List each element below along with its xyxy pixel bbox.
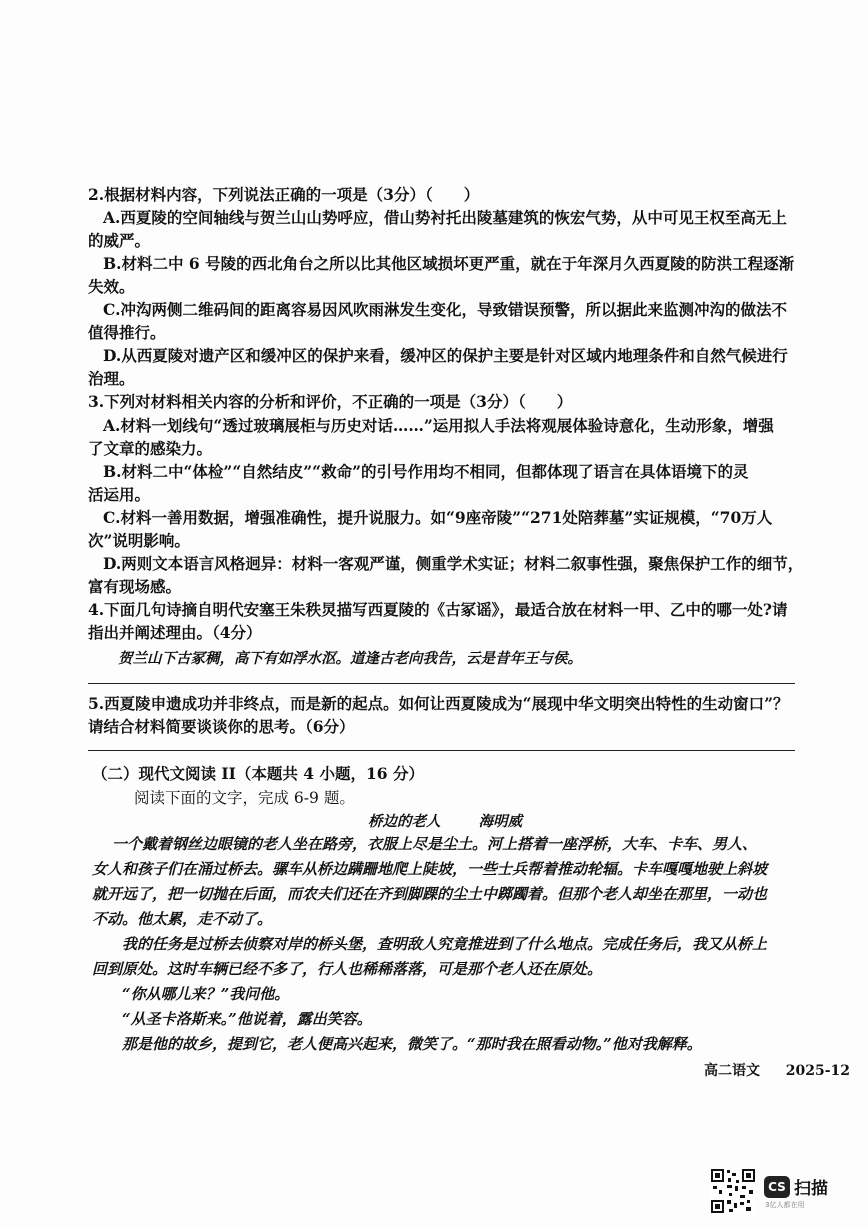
q3-d-line2: 富有现场感。 <box>88 577 182 596</box>
scanner-sub: 3亿人都在用 <box>765 1201 805 1209</box>
camscanner-logo: CS <box>764 1176 790 1198</box>
q4-poem: 贺兰山下古冢稠，高下有如浮水沤。道逢古老向我告，云是昔年王与侯。 <box>118 650 582 667</box>
q4-stem <box>88 598 803 644</box>
q2-b-line1: B.材料二中 6 号陵的西北角台之所以比其他区域损坏更严重，就在于年深月久西夏陵的防洪工程逐渐 <box>103 254 795 273</box>
q2-option-a[interactable] <box>88 206 803 252</box>
q2-option-d[interactable] <box>88 344 803 390</box>
q3-c-line1: C.材料一善用数据，增强准确性，提升说服力。如“9座帝陵”“271处陪葬墓”实证规模，“70万人 <box>103 508 773 527</box>
paragraph-2 <box>92 932 802 982</box>
q2-a-line2: 的威严。 <box>88 231 151 250</box>
q2-option-c[interactable] <box>88 298 803 344</box>
qr-code-icon <box>710 1168 756 1214</box>
paragraph-1 <box>92 832 802 932</box>
p2-line1: 我的任务是过桥去侦察对岸的桥头堡，查明敌人究竟推进到了什么地点。完成任务后，我又从桥上 <box>122 935 768 953</box>
q3-d-line1: D.两则文本语言风格迥异：材料一客观严谨，侧重学术实证；材料二叙事性强，聚焦保护工作的细节， <box>103 554 804 573</box>
q2-d-line1: D.从西夏陵对遗产区和缓冲区的保护来看，缓冲区的保护主要是针对区域内地理条件和自然气候进行 <box>103 346 788 365</box>
p3-line1: “你从哪儿来？”我问他。 <box>122 985 290 1003</box>
q2-c-line2: 值得推行。 <box>88 323 166 342</box>
q2-option-b[interactable] <box>88 252 803 298</box>
p1-line3: 就开远了，把一切抛在后面，而农夫们还在齐到脚踝的尘土中踯躅着。但那个老人却坐在那里，一动也 <box>92 885 768 903</box>
q3-c-line2: 次”说明影响。 <box>88 531 190 550</box>
q5-answer-line[interactable] <box>88 750 795 751</box>
q5-stem-line2: 请结合材料简要谈谈你的思考。（6分） <box>88 717 355 736</box>
q2-c-line1: C.冲沟两侧二维码间的距离容易因风吹雨淋发生变化，导致错误预警，所以据此来监测冲沟的做法不 <box>103 300 787 319</box>
paragraph-4 <box>92 1007 802 1032</box>
scanner-label: 扫描 <box>794 1179 828 1199</box>
q2-d-line2: 治理。 <box>88 369 135 388</box>
q4-stem-line2: 指出并阐述理由。（4分） <box>88 623 262 642</box>
q3-option-a[interactable] <box>88 414 803 460</box>
passage-title-row <box>368 810 522 831</box>
passage-title: 桥边的老人 <box>368 813 441 830</box>
q3-option-b[interactable] <box>88 460 803 506</box>
passage-author: 海明威 <box>478 813 523 830</box>
q3-stem: 3.下列对材料相关内容的分析和评价，不正确的一项是（3分）（ ） <box>88 392 573 411</box>
q4-stem-line1: 4.下面几句诗摘自明代安塞王朱秩炅描写西夏陵的《古冢谣》，最适合放在材料一甲、乙中的哪一处?请 <box>88 600 788 619</box>
footer-date: 2025-12 <box>785 1063 851 1079</box>
p1-line1: 一个戴着钢丝边眼镜的老人坐在路旁，衣服上尽是尘土。河上搭着一座浮桥，大车、卡车、男人、 <box>112 835 758 853</box>
section2-instruction: 阅读下面的文字，完成 6-9 题。 <box>134 789 355 807</box>
q3-option-c[interactable] <box>88 506 803 552</box>
q3-a-line2: 了文章的感染力。 <box>88 439 213 458</box>
q5-stem-line1: 5.西夏陵申遗成功并非终点，而是新的起点。如何让西夏陵成为“展现中华文明突出特性的生动窗口”？ <box>88 694 789 713</box>
p1-line4: 不动。他太累，走不动了。 <box>92 910 273 928</box>
q4-answer-line[interactable] <box>88 683 795 684</box>
page-footer <box>704 1060 850 1080</box>
q3-a-line1: A.材料一划线句“透过玻璃展柜与历史对话……”运用拟人手法将观展体验诗意化，生动形象，增强 <box>103 416 774 435</box>
q2-a-line1: A.西夏陵的空间轴线与贺兰山山势呼应，借山势衬托出陵墓建筑的恢宏气势，从中可见王权至高无上 <box>103 208 787 227</box>
footer-subject: 高二语文 <box>704 1063 760 1079</box>
p2-line2: 回到原处。这时车辆已经不多了，行人也稀稀落落，可是那个老人还在原处。 <box>92 960 603 978</box>
q2-stem: 2.根据材料内容，下列说法正确的一项是（3分）（ ） <box>88 185 480 204</box>
q2-b-line2: 失效。 <box>88 277 135 296</box>
paragraph-3 <box>92 982 802 1007</box>
passage-body <box>92 832 802 1057</box>
paragraph-5 <box>92 1032 802 1057</box>
q5-stem <box>88 692 803 738</box>
section2-heading: （二）现代文阅读 II（本题共 4 小题，16 分） <box>92 764 424 783</box>
p5-line1: 那是他的故乡，提到它，老人便高兴起来，微笑了。“那时我在照看动物。”他对我解释。 <box>122 1035 702 1053</box>
q3-b-line2: 活运用。 <box>88 485 151 504</box>
q3-option-d[interactable] <box>88 552 803 598</box>
p1-line2: 女人和孩子们在涌过桥去。骡车从桥边蹒跚地爬上陡坡，一些士兵帮着推动轮辐。卡车嘎嘎地驶上斜坡 <box>92 860 768 878</box>
q3-b-line1: B.材料二中“体检”“自然结皮”“救命”的引号作用均不相同，但都体现了语言在具体语境下的灵 <box>103 462 749 481</box>
p4-line1: “从圣卡洛斯来。”他说着，露出笑容。 <box>122 1010 372 1028</box>
